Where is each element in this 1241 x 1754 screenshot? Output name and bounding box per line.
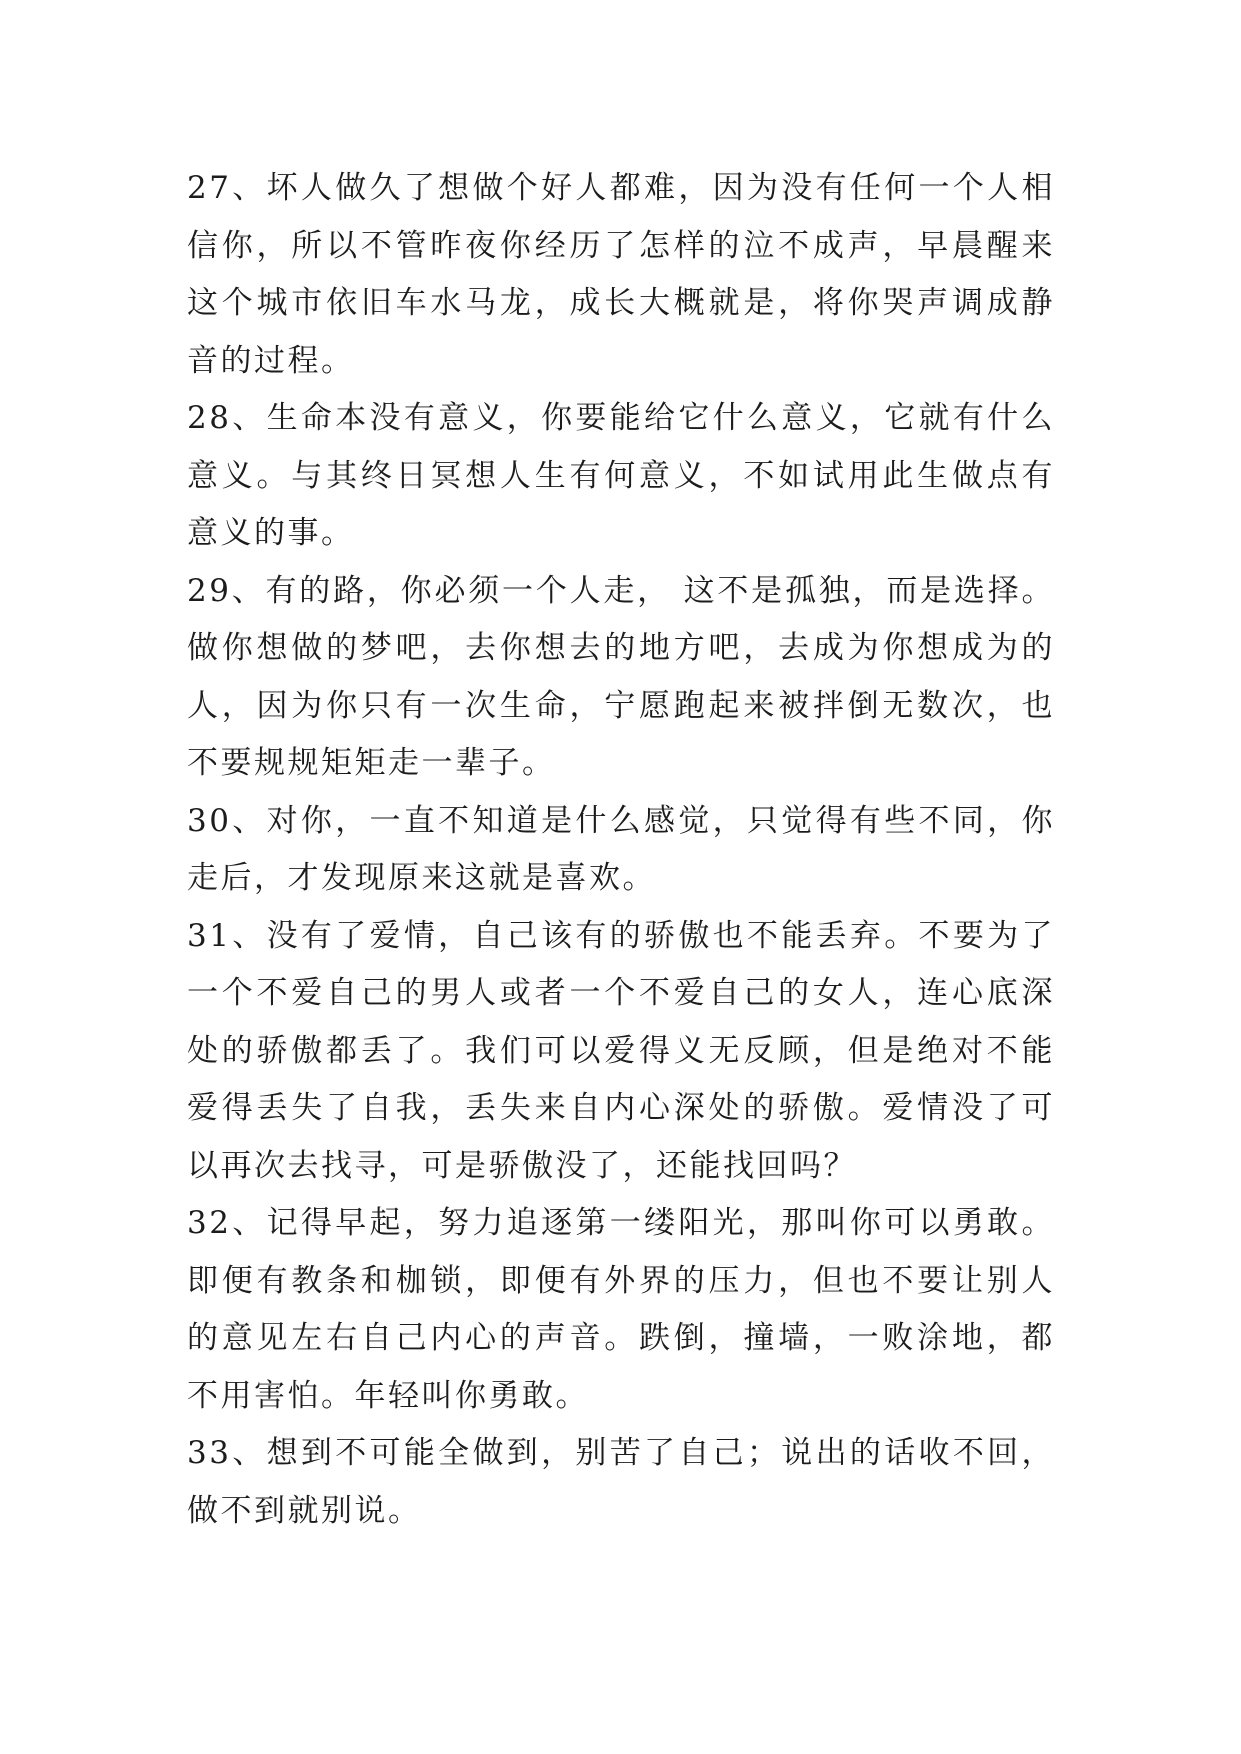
paragraph-31: 31、没有了爱情，自己该有的骄傲也不能丢弃。不要为了一个不爱自己的男人或者一个不爱自己的女人，连心底深处的骄傲都丢了。我们可以爱得义无反顾，但是绝对不能爱得丢失了自我，丢失来自内心深处的骄傲。爱情没了可以再次去找寻，可是骄傲没了，还能找回吗？: [187, 917, 1055, 1184]
document-body: [187, 160, 1055, 1540]
paragraph-27: 27、坏人做久了想做个好人都难，因为没有任何一个人相信你，所以不管昨夜你经历了怎样的泣不成声，早晨醒来这个城市依旧车水马龙，成长大概就是，将你哭声调成静音的过程。: [187, 170, 1055, 379]
paragraph-33: 33、想到不可能全做到，别苦了自己；说出的话收不回，做不到就别说。: [187, 1435, 1055, 1529]
paragraph-32: 32、记得早起，努力追逐第一缕阳光，那叫你可以勇敢。即便有教条和枷锁，即便有外界的压力，但也不要让别人的意见左右自己内心的声音。跌倒，撞墙，一败涂地，都不用害怕。年轻叫你勇敢。: [187, 1205, 1055, 1414]
paragraph-28: 28、生命本没有意义，你要能给它什么意义，它就有什么意义。与其终日冥想人生有何意义，不如试用此生做点有意义的事。: [187, 400, 1055, 551]
paragraph-30: 30、对你，一直不知道是什么感觉，只觉得有些不同，你走后，才发现原来这就是喜欢。: [187, 802, 1055, 896]
paragraph-29: 29、有的路，你必须一个人走， 这不是孤独，而是选择。做你想做的梦吧，去你想去的地方吧，去成为你想成为的人，因为你只有一次生命，宁愿跑起来被拌倒无数次，也不要规规矩矩走一辈子。: [187, 572, 1055, 781]
